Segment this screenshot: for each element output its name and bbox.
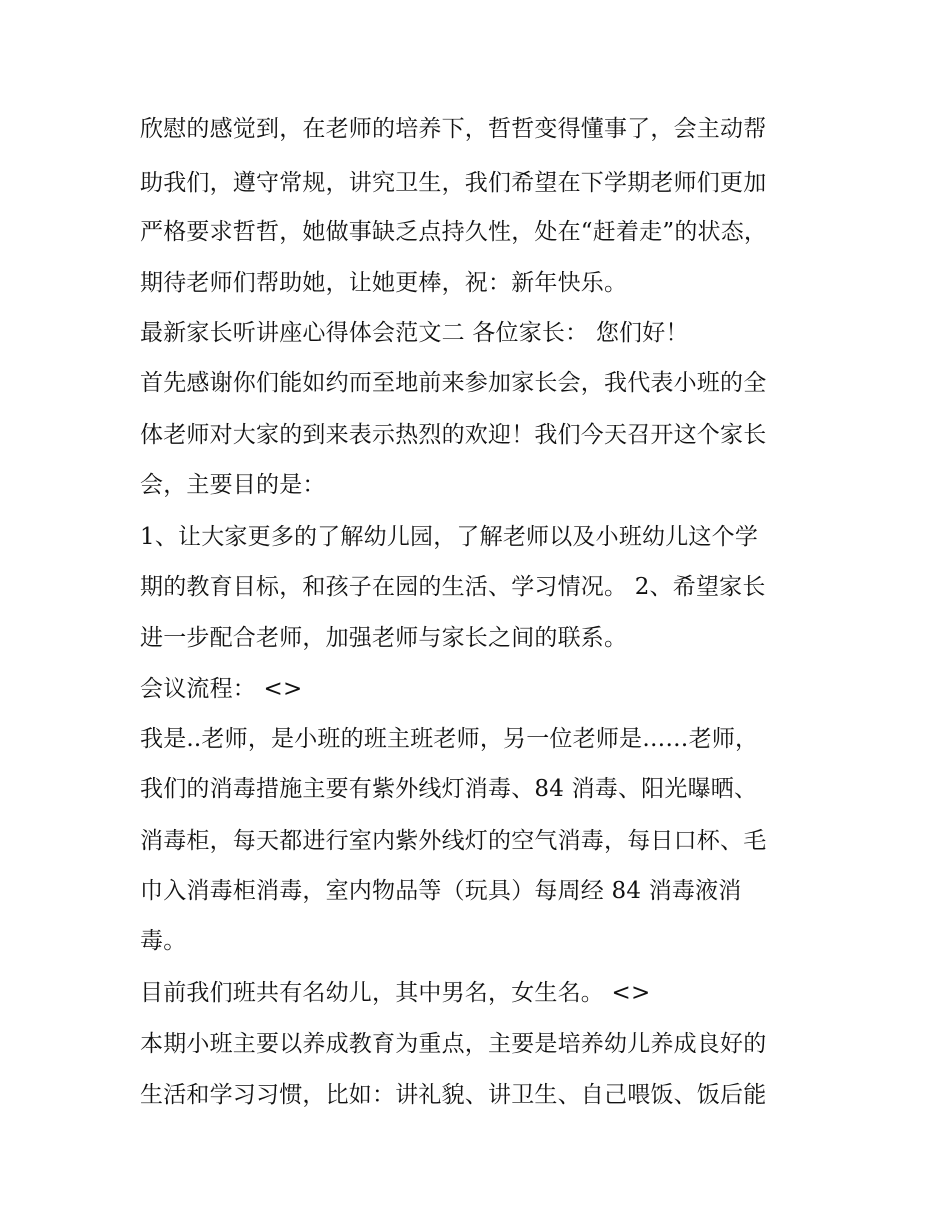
- text-line: 助我们，遵守常规，讲究卫生，我们希望在下学期老师们更加: [140, 170, 767, 196]
- text-line: 消毒柜，每天都进行室内紫外线灯的空气消毒，每日口杯、毛: [140, 828, 767, 854]
- text-line: 目前我们班共有名幼儿，其中男名，女生名。 <>: [140, 980, 651, 1006]
- text-line: 首先感谢你们能如约而至地前来参加家长会，我代表小班的全: [140, 370, 767, 396]
- text-line: 1、让大家更多的了解幼儿园，了解老师以及小班幼儿这个学: [140, 524, 759, 550]
- text-line: 生活和学习习惯，比如：讲礼貌、讲卫生、自己喂饭、饭后能: [140, 1082, 767, 1108]
- text-line: 欣慰的感觉到，在老师的培养下，哲哲变得懂事了，会主动帮: [140, 116, 767, 142]
- text-line: 期的教育目标，和孩子在园的生活、学习情况。 2、希望家长: [140, 574, 766, 600]
- text-line: 体老师对大家的到来表示热烈的欢迎！我们今天召开这个家长: [140, 422, 767, 448]
- text-line: 本期小班主要以养成教育为重点，主要是培养幼儿养成良好的: [140, 1031, 767, 1057]
- text-line: 最新家长听讲座心得体会范文二 各位家长： 您们好！: [140, 320, 689, 346]
- text-line: 严格要求哲哲，她做事缺乏点持久性，处在“赶着走”的状态，: [140, 219, 768, 245]
- text-line: 我们的消毒措施主要有紫外线灯消毒、84 消毒、阳光曝晒、: [140, 776, 758, 802]
- text-line: 巾入消毒柜消毒，室内物品等（玩具）每周经 84 消毒液消: [140, 878, 742, 904]
- text-line: 我是..老师，是小班的班主班老师，另一位老师是……老师，: [140, 726, 759, 752]
- text-line: 期待老师们帮助她，让她更棒，祝：新年快乐。: [140, 270, 628, 296]
- text-line: 毒。: [140, 928, 187, 954]
- text-line: 进一步配合老师，加强老师与家长之间的联系。: [140, 625, 628, 651]
- text-line: 会，主要目的是：: [140, 472, 326, 498]
- text-line: 会议流程： <>: [140, 676, 303, 702]
